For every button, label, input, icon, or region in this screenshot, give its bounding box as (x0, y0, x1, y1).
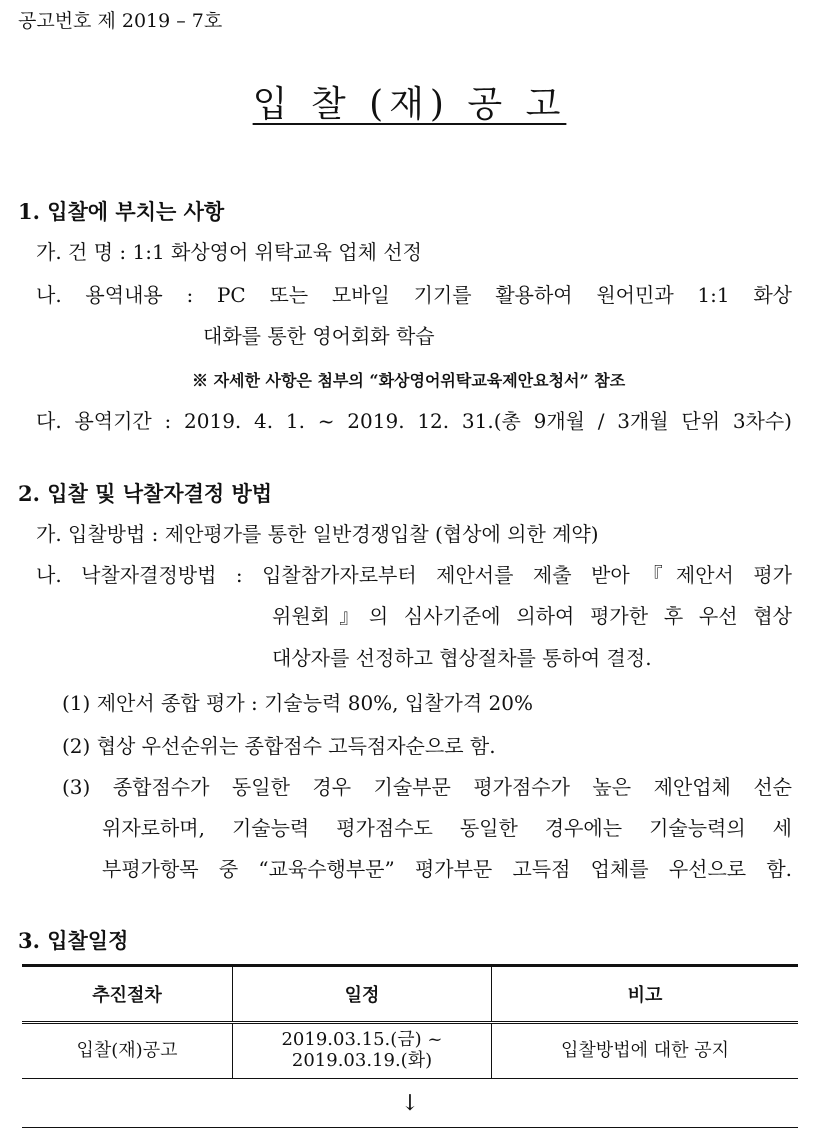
section3-heading: 3. 입찰일정 (18, 928, 129, 953)
date-line2: 2019.03.19.(화) (291, 1050, 433, 1071)
section1-item-da: 다. 용역기간 : 2019. 4. 1. ~ 2019. 12. 31.(총 9개월 / 3개월 단위 3차수) (36, 409, 792, 433)
down-arrow-icon: ↓ (22, 1079, 798, 1128)
section1-item-na-line1: 나. 용역내용 : PC 또는 모바일 기기를 활용하여 원어민과 1:1 화상 (36, 283, 792, 307)
schedule-table (22, 964, 798, 1128)
page-title (0, 76, 819, 127)
section2-item-na-line2: 위원회』의 심사기준에 의하여 평가한 후 우선 협상 (272, 604, 792, 628)
table-cell-step: 입찰(재)공고 (22, 1023, 233, 1079)
title-text: 입 찰 (재) 공 고 (252, 84, 567, 125)
table-header-date: 일정 (233, 966, 492, 1023)
section2-sub1: (1) 제안서 종합 평가 : 기술능력 80%, 입찰가격 20% (62, 691, 533, 715)
section2-sub2: (2) 협상 우선순위는 종합점수 고득점자순으로 함. (62, 734, 496, 758)
section2-item-na-line3: 대상자를 선정하고 협상절차를 통하여 결정. (272, 646, 652, 670)
table-header-row (22, 966, 798, 1023)
table-cell-remark: 입찰방법에 대한 공지 (492, 1023, 799, 1079)
section1-item-ga: 가. 건 명 : 1:1 화상영어 위탁교육 업체 선정 (36, 240, 422, 264)
table-row (22, 1023, 798, 1079)
section1-item-na-line2: 대화를 통한 영어회화 학습 (203, 324, 435, 348)
section2-item-na-line1: 나. 낙찰자결정방법 : 입찰참가자로부터 제안서를 제출 받아『제안서 평가 (36, 563, 792, 587)
section2-sub3-line1: (3) 종합점수가 동일한 경우 기술부문 평가점수가 높은 제안업체 선순 (62, 775, 792, 799)
table-header-remark: 비고 (492, 966, 799, 1023)
section2-heading: 2. 입찰 및 낙찰자결정 방법 (18, 481, 273, 506)
section2-sub3-line2: 위자로하며, 기술능력 평가점수도 동일한 경우에는 기술능력의 세 (102, 816, 792, 840)
section2-item-ga: 가. 입찰방법 : 제안평가를 통한 일반경쟁입찰 (협상에 의한 계약) (36, 522, 599, 546)
date-line1: 2019.03.15.(금) ~ (281, 1029, 443, 1051)
section1-note: ※ 자세한 사항은 첨부의 “화상영어위탁교육제안요청서” 참조 (192, 371, 626, 390)
notice-number: 공고번호 제 2019 – 7호 (18, 10, 223, 32)
table-cell-date (233, 1023, 492, 1079)
section1-heading: 1. 입찰에 부치는 사항 (18, 199, 225, 224)
section2-sub3-line3: 부평가항목 중 “교육수행부문” 평가부문 고득점 업체를 우선으로 함. (102, 857, 792, 881)
table-header-step: 추진절차 (22, 966, 233, 1023)
table-arrow-row (22, 1079, 798, 1128)
